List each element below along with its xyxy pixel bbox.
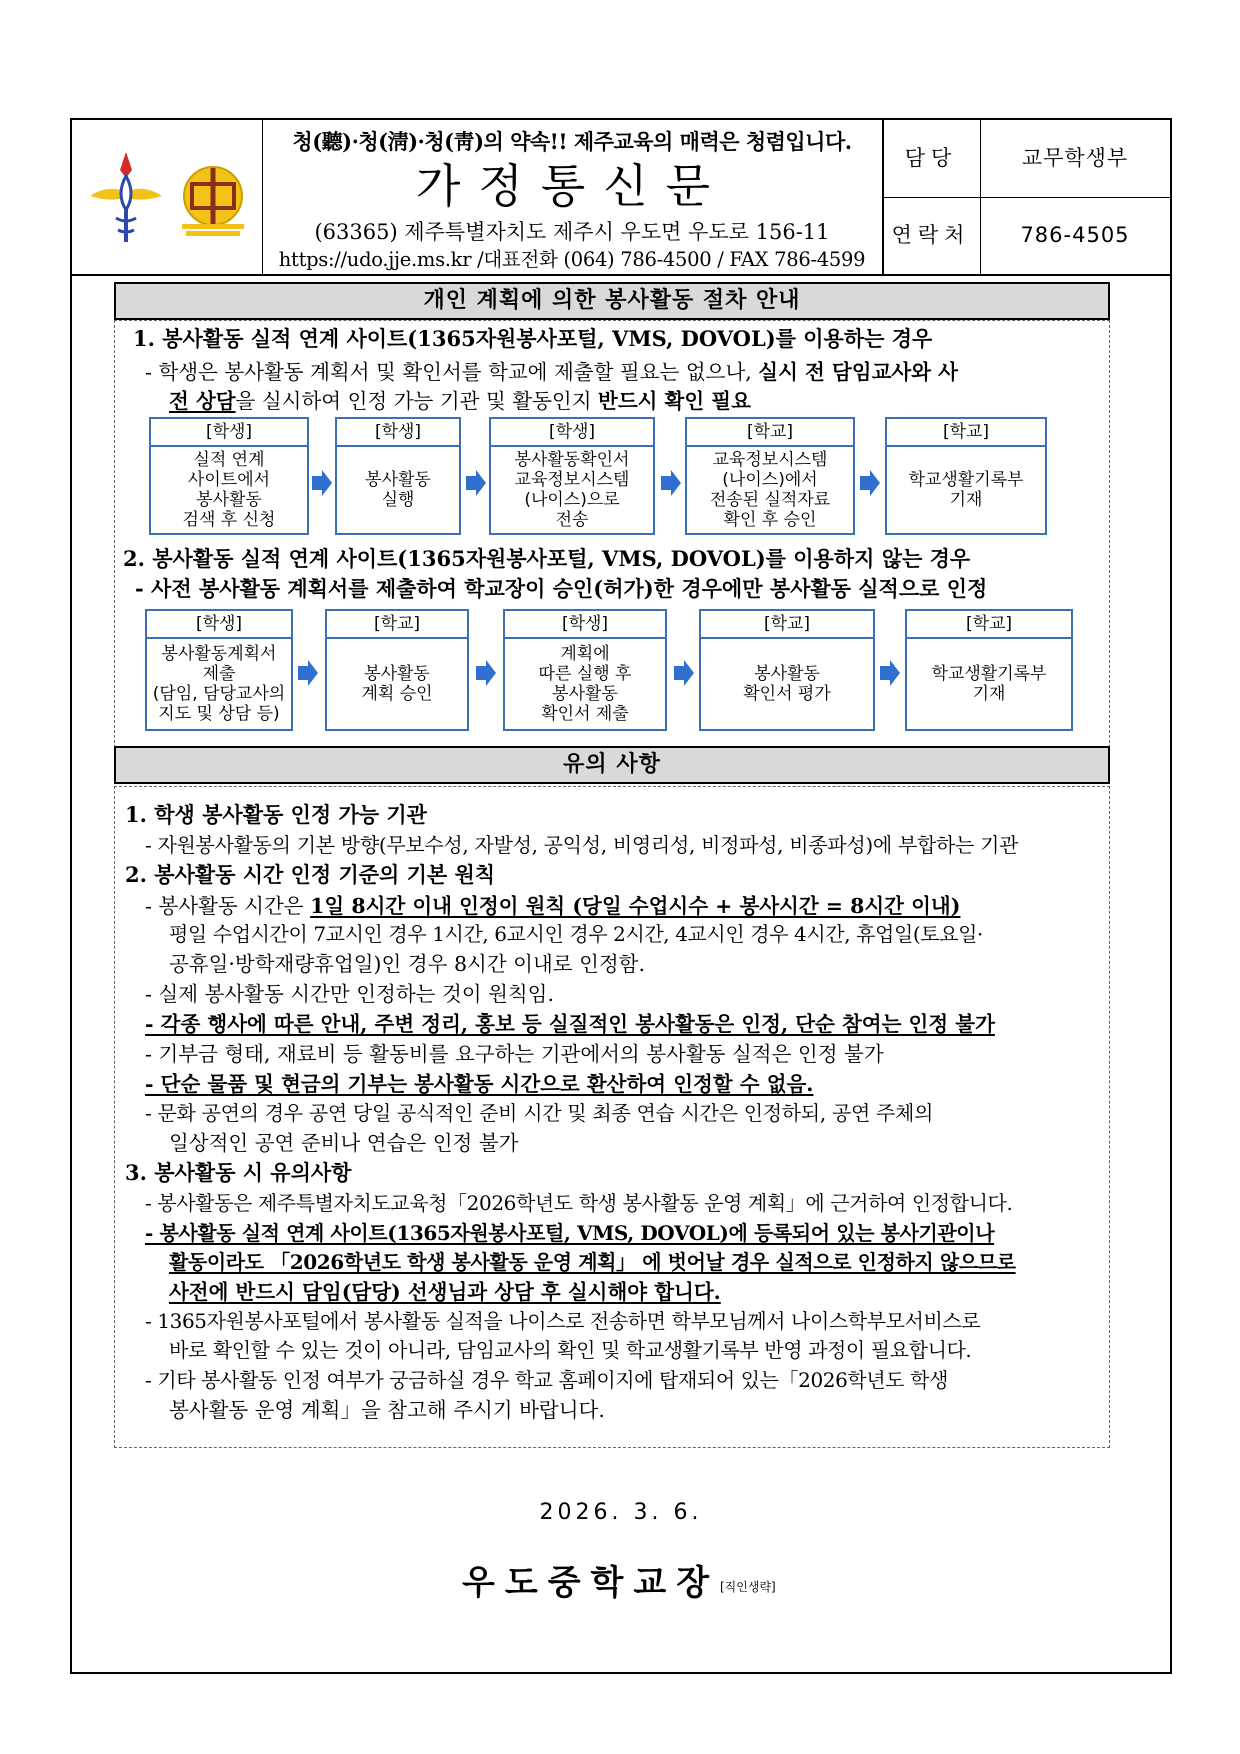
notes-p2-l4: - 실제 봉사활동 시간만 인정하는 것이 원칙임. <box>145 982 554 1006</box>
phone-value: 786-4505 <box>1020 223 1130 247</box>
arrow-right-icon <box>475 659 497 687</box>
notes-p2-l1: - 봉사활동 시간은 1일 8시간 이내 인정이 원칙 (당일 수업시수 + 봉사시간 = 8시간 이내) <box>145 894 961 918</box>
notes-p3-l7: - 기타 봉사활동 인정 여부가 궁금하실 경우 학교 홈페이지에 탑재되어 있는「2026학년도 학생 <box>145 1368 948 1392</box>
notes-p2-title: 2. 봉사활동 시간 인정 기준의 기본 원칙 <box>125 862 496 887</box>
phone-row <box>882 197 1170 274</box>
case1-title: 1. 봉사활동 실적 연계 사이트(1365자원봉사포털, VMS, DOVOL)를 이용하는 경우 <box>133 326 933 351</box>
notes-p2-l9: 일상적인 공연 준비나 연습은 인정 불가 <box>169 1131 519 1155</box>
department-row <box>882 120 1170 198</box>
school-contact: https://udo.jje.ms.kr /대표전화 (064) 786-4500 / FAX 786-4599 <box>278 248 866 271</box>
notes-p1-l1: - 자원봉사활동의 기본 방향(무보수성, 자발성, 공익성, 비영리성, 비정파성, 비종파성)에 부합하는 기관 <box>145 833 1019 857</box>
arrow-right-icon <box>297 659 319 687</box>
notes-p2-l8: - 문화 공연의 경우 공연 당일 공식적인 준비 시간 및 최종 연습 시간은 인정하되, 공연 주체의 <box>145 1101 934 1125</box>
notes-p3-title: 3. 봉사활동 시 유의사항 <box>125 1160 352 1185</box>
notes-p3-l5: - 1365자원봉사포털에서 봉사활동 실적을 나이스로 전송하면 학부모님께서 나이스학부모서비스로 <box>145 1309 981 1333</box>
department-label: 담당 <box>882 120 981 197</box>
arrow-right-icon <box>660 469 682 497</box>
department-value: 교무학생부 <box>1021 146 1129 170</box>
flow2-step-1: [학생] 봉사활동계획서 제출 (담임, 담당교사의 지도 및 상담 등) <box>145 609 293 731</box>
flow1-step-2: [학생] 봉사활동 실행 <box>335 417 461 535</box>
flow1-step-3: [학생] 봉사활동확인서 교육정보시스템 (나이스)으로 전송 <box>489 417 655 535</box>
flow2-step-3: [학생] 계획에 따른 실행 후 봉사활동 확인서 제출 <box>503 609 667 731</box>
arrow-right-icon <box>859 469 881 497</box>
arrow-right-icon <box>465 469 487 497</box>
school-address: (63365) 제주특별자치도 제주시 우도면 우도로 156-11 <box>314 220 830 244</box>
flow1-step-5: [학교] 학교생활기록부 기재 <box>885 417 1047 535</box>
notes-section <box>114 786 1110 1448</box>
notes-p3-l4: 사전에 반드시 담임(담당) 선생님과 상담 후 실시해야 합니다. <box>169 1280 721 1304</box>
education-office-emblem-icon <box>86 148 166 248</box>
notes-p3-l6: 바로 확인할 수 있는 것이 아니라, 담임교사의 확인 및 학교생활기록부 반영 과정이 필요합니다. <box>169 1338 972 1362</box>
logo-area <box>72 120 263 274</box>
notes-p2-l3: 공휴일·방학재량휴업일)인 경우 8시간 이내로 인정함. <box>169 952 646 976</box>
case1-desc: - 학생은 봉사활동 계획서 및 확인서를 학교에 제출할 필요는 없으나, 실시 전 담임교사와 사 <box>145 360 958 384</box>
procedure-heading: 개인 계획에 의한 봉사활동 절차 안내 <box>114 282 1110 320</box>
flow2-step-2: [학교] 봉사활동 계획 승인 <box>325 609 469 731</box>
notes-p2-l6: - 기부금 형태, 재료비 등 활동비를 요구하는 기관에서의 봉사활동 실적은 인정 불가 <box>145 1042 884 1066</box>
notes-p1-title: 1. 학생 봉사활동 인정 가능 기관 <box>125 802 427 827</box>
principal-signature: 우도중학교장 <box>462 1563 720 1603</box>
notes-p3-l2: - 봉사활동 실적 연계 사이트(1365자원봉사포털, VMS, DOVOL)에 등록되어 있는 봉사기관이나 <box>145 1221 995 1245</box>
case1-desc-cont: 전 상담을 실시하여 인정 가능 기관 및 활동인지 반드시 확인 필요 <box>169 389 751 413</box>
notes-heading: 유의 사항 <box>114 746 1110 784</box>
issue-date: 2026. 3. 6. <box>539 1500 703 1525</box>
flow2-step-4: [학교] 봉사활동 확인서 평가 <box>699 609 875 731</box>
flow2-step-5: [학교] 학교생활기록부 기재 <box>905 609 1073 731</box>
case2-title: 2. 봉사활동 실적 연계 사이트(1365자원봉사포털, VMS, DOVOL)를 이용하지 않는 경우 <box>123 546 971 571</box>
seal-note: [직인생략] <box>720 1580 776 1594</box>
title-area <box>262 120 884 274</box>
notes-p2-l2: 평일 수업시간이 7교시인 경우 1시간, 6교시인 경우 2시간, 4교시인 경우 4시간, 휴업일(토요일· <box>169 922 983 946</box>
flow1-step-1: [학생] 실적 연계 사이트에서 봉사활동 검색 후 신청 <box>149 417 309 535</box>
notes-p3-l3: 활동이라도 「2026학년도 학생 봉사활동 운영 계획」 에 벗어날 경우 실적으로 인정하지 않으므로 <box>169 1250 1016 1274</box>
integrity-slogan: 청(聽)·청(淸)·청(靑)의 약속!! 제주교육의 매력은 청렴입니다. <box>292 129 852 154</box>
school-emblem-icon <box>178 162 248 242</box>
arrow-right-icon <box>673 659 695 687</box>
notes-p3-l8: 봉사활동 운영 계획」을 참고해 주시기 바랍니다. <box>169 1398 605 1422</box>
notes-p2-l7: - 단순 물품 및 현금의 기부는 봉사활동 시간으로 환산하여 인정할 수 없음. <box>145 1072 814 1096</box>
case2-desc: - 사전 봉사활동 계획서를 제출하여 학교장이 승인(허가)한 경우에만 봉사활동 실적으로 인정 <box>135 576 988 601</box>
flow1-step-4: [학교] 교육정보시스템 (나이스)에서 전송된 실적자료 확인 후 승인 <box>685 417 855 535</box>
arrow-right-icon <box>879 659 901 687</box>
phone-label: 연락처 <box>882 197 981 274</box>
header <box>72 120 1170 274</box>
procedure-section <box>114 320 1110 748</box>
contact-table <box>882 120 1170 274</box>
notes-p2-l5: - 각종 행사에 따른 안내, 주변 정리, 홍보 등 실질적인 봉사활동은 인정, 단순 참여는 인정 불가 <box>145 1012 995 1036</box>
arrow-right-icon <box>311 469 333 497</box>
notes-p3-l1: - 봉사활동은 제주특별자치도교육청「2026학년도 학생 봉사활동 운영 계획」에 근거하여 인정합니다. <box>145 1191 1013 1215</box>
newsletter-page <box>70 118 1172 1674</box>
page-title: 가정통신문 <box>415 159 729 213</box>
